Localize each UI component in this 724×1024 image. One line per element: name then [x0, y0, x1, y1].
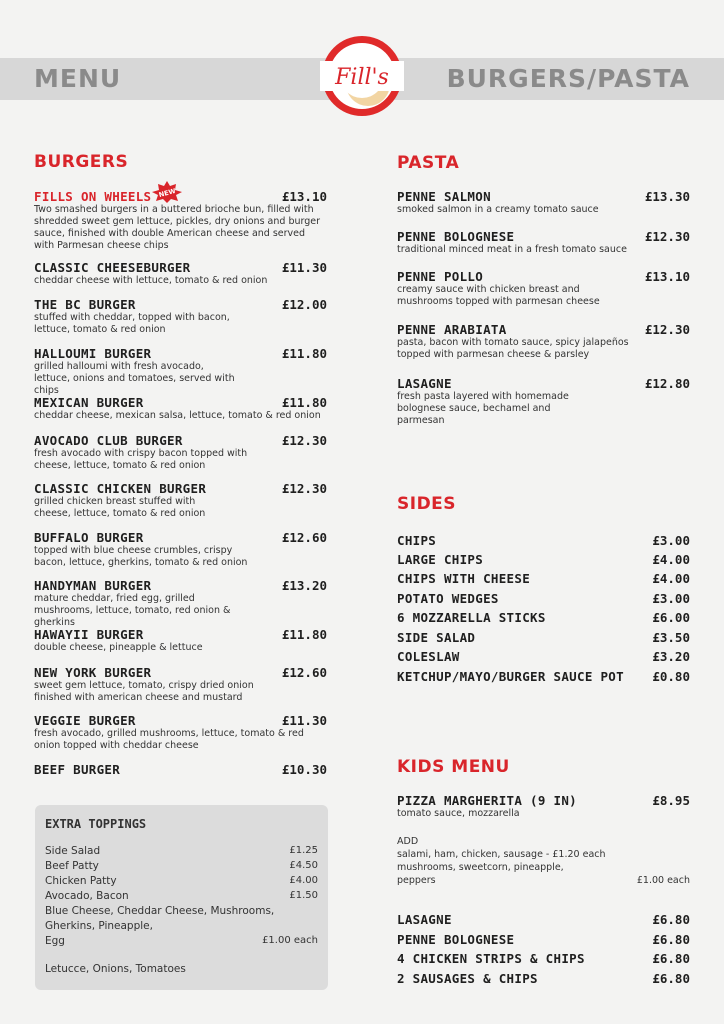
menu-item-halloumi-burger	[34, 346, 327, 397]
item-name: LARGE CHIPS	[397, 552, 484, 567]
topping-name: Blue Cheese, Cheddar Cheese, Mushrooms,	[45, 905, 275, 917]
item-price: £12.30	[644, 229, 690, 244]
item-price: £6.80	[652, 932, 690, 947]
item-desc: fresh avocado with crispy bacon topped with cheese, lettuce, tomato & red onion	[34, 448, 248, 471]
item-price: £3.50	[652, 630, 690, 645]
new-badge-text: NEW	[157, 186, 177, 200]
menu-item-fills-on-wheels	[34, 186, 327, 252]
item-name: HALLOUMI BURGER	[34, 346, 152, 361]
menu-item-handyman-burger	[34, 578, 327, 629]
menu-item-buffalo-burger	[34, 530, 327, 569]
side-item	[397, 571, 690, 586]
menu-item-avocado-club-burger	[34, 433, 327, 472]
topping-price: £4.00	[289, 875, 318, 886]
menu-item-mexican-burger	[34, 395, 327, 422]
item-price: £12.30	[281, 481, 327, 496]
menu-item-penne-bolognese	[397, 229, 690, 256]
item-name: BUFFALO BURGER	[34, 530, 144, 545]
item-name: PIZZA MARGHERITA (9 IN)	[397, 793, 577, 808]
item-desc: creamy sauce with chicken breast and mushrooms topped with parmesan cheese	[397, 284, 600, 307]
item-name: BEEF BURGER	[34, 762, 121, 777]
topping-name: Avocado, Bacon	[45, 890, 129, 902]
item-name: PENNE POLLO	[397, 269, 484, 284]
topping-price: £1.00 each	[262, 935, 318, 946]
item-name: LASAGNE	[397, 376, 452, 391]
topping-row	[45, 935, 318, 947]
side-item	[397, 552, 690, 567]
item-desc: topped with blue cheese crumbles, crispy bacon, lettuce, gherkins, tomato & red onion	[34, 545, 248, 568]
kids-item	[397, 932, 690, 947]
item-price: £4.00	[652, 571, 690, 586]
item-name: MEXICAN BURGER	[34, 395, 144, 410]
menu-item-veggie-burger	[34, 713, 327, 752]
item-desc: stuffed with cheddar, topped with bacon, lettuce, tomato & red onion	[34, 312, 230, 335]
side-item	[397, 610, 690, 625]
item-desc: Two smashed burgers in a buttered brioche bun, filled with shredded sweet gem lettuce, pickles, dry onions and burger sauce, finished with double American cheese and served with Parmesan cheese chips	[34, 204, 321, 251]
item-desc: mature cheddar, fried egg, grilled mushrooms, lettuce, tomato, red onion & gherkins	[34, 593, 231, 628]
topping-row	[45, 905, 318, 917]
item-desc: cheddar cheese with lettuce, tomato & red onion	[34, 275, 268, 286]
menu-item-penne-pollo	[397, 269, 690, 308]
item-desc: grilled chicken breast stuffed with cheese, lettuce, tomato & red onion	[34, 496, 206, 519]
add-label: ADD	[397, 836, 419, 847]
item-price: £12.30	[644, 322, 690, 337]
extra-toppings-box	[35, 805, 328, 990]
fills-logo	[320, 34, 404, 118]
menu-item-beef-burger	[34, 762, 327, 777]
menu-item-penne-salmon	[397, 189, 690, 216]
item-name: 6 MOZZARELLA STICKS	[397, 610, 546, 625]
item-price: £11.30	[281, 260, 327, 275]
item-price: £3.20	[652, 649, 690, 664]
item-price: £0.80	[652, 669, 690, 684]
item-desc: fresh avocado, grilled mushrooms, lettuce, tomato & red onion topped with cheddar cheese	[34, 728, 304, 751]
topping-name: Egg	[45, 935, 65, 947]
side-item	[397, 649, 690, 664]
topping-row	[45, 860, 318, 872]
item-price: £4.00	[652, 552, 690, 567]
menu-item-classic-cheeseburger	[34, 260, 327, 287]
menu-label: MENU	[34, 64, 122, 93]
topping-row	[45, 875, 318, 887]
section-label: BURGERS/PASTA	[446, 64, 690, 93]
kids-item	[397, 912, 690, 927]
sides-title: SIDES	[397, 494, 457, 514]
side-item	[397, 533, 690, 548]
item-price: £6.80	[652, 971, 690, 986]
item-name: VEGGIE BURGER	[34, 713, 136, 728]
item-price: £12.60	[281, 530, 327, 545]
topping-name: Beef Patty	[45, 860, 99, 872]
item-name: CLASSIC CHEESEBURGER	[34, 260, 191, 275]
item-price: £6.00	[652, 610, 690, 625]
item-desc: pasta, bacon with tomato sauce, spicy jalapeños topped with parmesan cheese & parsley	[397, 337, 629, 360]
menu-item-bc-burger	[34, 297, 327, 336]
item-name: PENNE SALMON	[397, 189, 491, 204]
menu-item-new-york-burger	[34, 665, 327, 704]
item-name: COLESLAW	[397, 649, 460, 664]
item-name: KETCHUP/MAYO/BURGER SAUCE POT	[397, 669, 624, 684]
topping-name: Chicken Patty	[45, 875, 117, 887]
item-name: 2 SAUSAGES & CHIPS	[397, 971, 538, 986]
item-price: £8.95	[652, 793, 690, 808]
item-price: £12.80	[644, 376, 690, 391]
item-name: CHIPS WITH CHEESE	[397, 571, 531, 586]
side-item	[397, 591, 690, 606]
topping-price: £1.50	[289, 890, 318, 901]
item-price: £6.80	[652, 912, 690, 927]
kids-item	[397, 971, 690, 986]
item-name: NEW YORK BURGER	[34, 665, 152, 680]
item-price: £13.30	[644, 189, 690, 204]
item-price: £3.00	[652, 591, 690, 606]
kids-menu-title: KIDS MENU	[397, 757, 510, 777]
menu-item-hawayii-burger	[34, 627, 327, 654]
item-name: THE BC BURGER	[34, 297, 136, 312]
add-line: salami, ham, chicken, sausage - £1.20 each	[397, 849, 606, 860]
menu-item-classic-chicken-burger	[34, 481, 327, 520]
kids-item	[397, 951, 690, 966]
item-price: £11.80	[281, 627, 327, 642]
menu-item-penne-arabiata	[397, 322, 690, 361]
kids-add-ons	[397, 836, 690, 887]
item-desc: tomato sauce, mozzarella	[397, 808, 520, 819]
new-badge-icon	[152, 181, 182, 203]
topping-row	[45, 920, 318, 932]
side-item	[397, 669, 690, 684]
item-name: CLASSIC CHICKEN BURGER	[34, 481, 207, 496]
item-name: POTATO WEDGES	[397, 591, 499, 606]
item-price: £13.10	[644, 269, 690, 284]
item-price: £13.10	[281, 189, 327, 204]
topping-name: Letucce, Onions, Tomatoes	[45, 963, 186, 975]
item-name: AVOCADO CLUB BURGER	[34, 433, 183, 448]
item-desc: traditional minced meat in a fresh tomato sauce	[397, 244, 627, 255]
kids-pizza-item	[397, 793, 690, 820]
item-price: £11.30	[281, 713, 327, 728]
item-price: £3.00	[652, 533, 690, 548]
item-name: LASAGNE	[397, 912, 452, 927]
topping-row	[45, 890, 318, 902]
item-name: SIDE SALAD	[397, 630, 476, 645]
add-line: mushrooms, sweetcorn, pineapple,	[397, 862, 564, 873]
topping-row	[45, 963, 318, 975]
logo-text: Fill's	[335, 65, 389, 90]
item-name: CHIPS	[397, 533, 437, 548]
topping-row	[45, 845, 318, 857]
item-price: £6.80	[652, 951, 690, 966]
topping-price: £4.50	[289, 860, 318, 871]
topping-name: Gherkins, Pineapple,	[45, 920, 153, 932]
burgers-title: BURGERS	[34, 152, 129, 172]
add-price: £1.00 each	[636, 875, 690, 886]
item-desc: sweet gem lettuce, tomato, crispy dried onion finished with american cheese and mustard	[34, 680, 254, 703]
item-name: FILLS ON WHEELS	[34, 189, 152, 204]
item-desc: double cheese, pineapple & lettuce	[34, 642, 203, 653]
item-desc: fresh pasta layered with homemade bolognese sauce, bechamel and parmesan	[397, 391, 569, 426]
topping-name: Side Salad	[45, 845, 101, 857]
item-name: PENNE BOLOGNESE	[397, 229, 515, 244]
add-line: peppers	[397, 875, 436, 886]
toppings-title: EXTRA TOPPINGS	[45, 817, 147, 831]
item-price: £12.30	[281, 433, 327, 448]
item-price: £13.20	[281, 578, 327, 593]
item-name: 4 CHICKEN STRIPS & CHIPS	[397, 951, 585, 966]
item-price: £12.00	[281, 297, 327, 312]
item-desc: smoked salmon in a creamy tomato sauce	[397, 204, 599, 215]
item-desc: cheddar cheese, mexican salsa, lettuce, tomato & red onion	[34, 410, 321, 421]
item-name: HAWAYII BURGER	[34, 627, 144, 642]
menu-item-lasagne	[397, 376, 690, 427]
item-desc: grilled halloumi with fresh avocado, lettuce, onions and tomatoes, served with chips	[34, 361, 235, 396]
pasta-title: PASTA	[397, 153, 460, 173]
item-name: PENNE ARABIATA	[397, 322, 507, 337]
item-name: HANDYMAN BURGER	[34, 578, 152, 593]
item-price: £11.80	[281, 395, 327, 410]
side-item	[397, 630, 690, 645]
item-price: £10.30	[281, 762, 327, 777]
topping-price: £1.25	[289, 845, 318, 856]
item-name: PENNE BOLOGNESE	[397, 932, 515, 947]
item-price: £12.60	[281, 665, 327, 680]
item-price: £11.80	[281, 346, 327, 361]
